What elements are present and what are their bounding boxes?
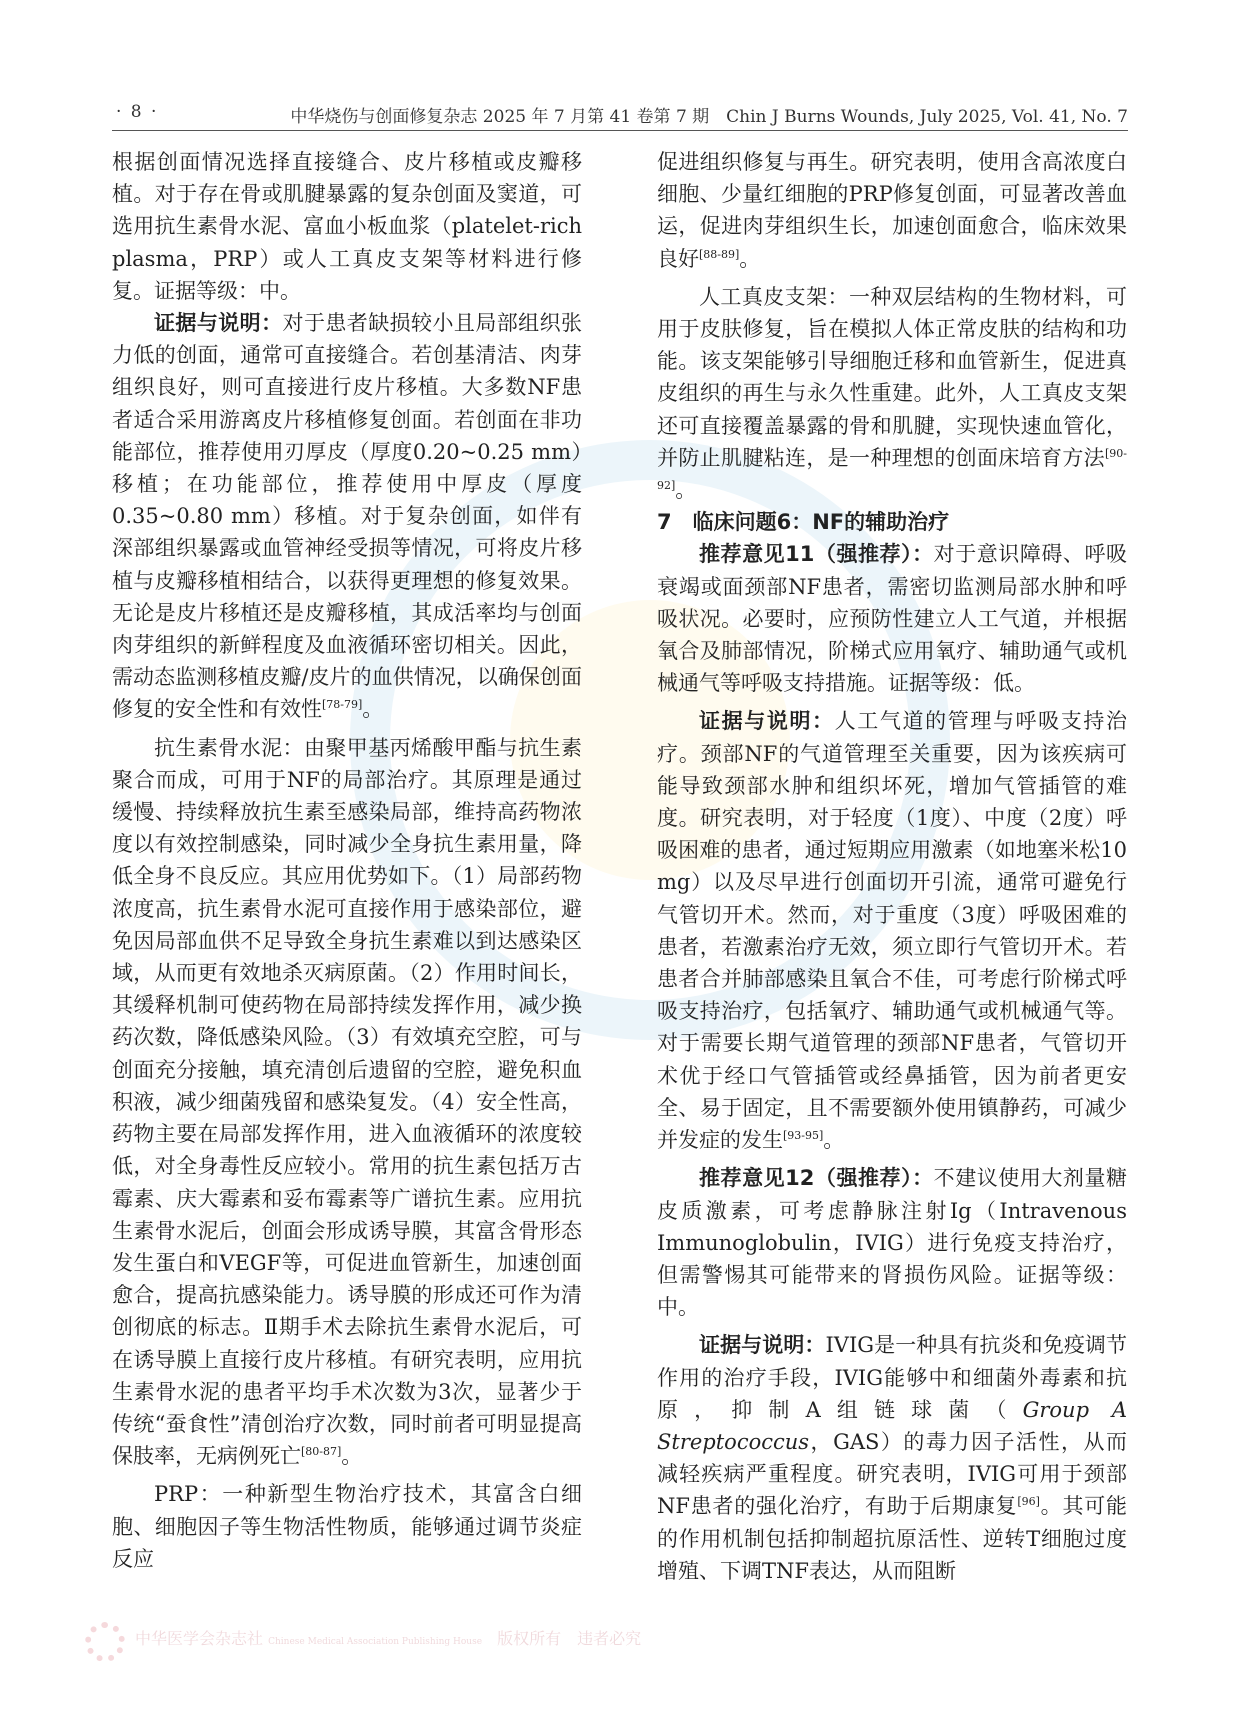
paragraph: 证据与说明：对于患者缺损较小且局部组织张力低的创面，通常可直接缝合。若创基清洁、肉芽组织良好，则可直接进行皮片移植。大多数NF患者适合采用游离皮片移植修复创面。若创面在非功能部位，推荐使用刃厚皮（厚度0.20~0.25 mm）移植；在功能部位，推荐使用中厚皮（厚度0.35~0.80 mm）移植。对于复杂创面，如伴有深部组织暴露或血管神经受损等情况，可将皮片移植与皮瓣移植相结合，以获得更理想的修复效果。无论是皮片移植还是皮瓣移植，其成活率均与创面肉芽组织的新鲜程度及血液循环密切相关。因此，需动态监测移植皮瓣/皮片的血供情况，以确保创面修复的安全性和有效性[78-79]。 <box>112 311 583 722</box>
paragraph: 证据与说明：人工气道的管理与呼吸支持治疗。颈部NF的气道管理至关重要，因为该疾病可能导致颈部水肿和组织坏死，增加气管插管的难度。研究表明，对于轻度（1度）、中度（2度）呼吸困难的患者，通过短期应用激素（如地塞米松10 mg）以及尽早进行创面切开引流，通常可避免行气管切开术。然而，对于重度（3度）呼吸困难的患者，若激素治疗无效，须立即行气管切开术。若患者合并肺部感染且氧合不佳，可考虑行阶梯式呼吸支持治疗，包括氧疗、辅助通气或机械通气等。对于需要长期气道管理的颈部NF患者，气管切开术优于经口气管插管或经鼻插管，因为前者更安全、易于固定，且不需要额外使用镇静药，可减少并发症的发生[93-95]。 <box>657 709 1128 1153</box>
right-column <box>657 146 1127 1587</box>
section-heading: 7 临床问题6：NF的辅助治疗 <box>657 510 950 535</box>
citation[interactable]: [80-87] <box>301 1445 342 1459</box>
journal-info: 中华烧伤与创面修复杂志 2025 年 7 月第 41 卷第 7 期 Chin J Burns Wounds, July 2025, Vol. 41, No. 7 <box>290 107 1128 127</box>
evidence-lead: 证据与说明： <box>699 709 835 734</box>
paragraph: 证据与说明：IVIG是一种具有抗炎和免疫调节作用的治疗手段，IVIG能够中和细菌外毒素和抗原，抑制A组链球菌（Group A Streptococcus，GAS）的毒力因子活性，从而减轻疾病严重程度。研究表明，IVIG可用于颈部NF患者的强化治疗，有助于后期康复[96]。其可能的作用机制包括抑制超抗原活性、逆转T细胞过度增殖、下调TNF表达，从而阻断 <box>657 1333 1128 1583</box>
citation[interactable]: [96] <box>1017 1495 1040 1509</box>
italic-term: Group A Streptococcus <box>657 1397 1128 1454</box>
flower-logo-icon <box>85 1622 125 1662</box>
paragraph: 促进组织修复与再生。研究表明，使用含高浓度白细胞、少量红细胞的PRP修复创面，可显著改善血运，促进肉芽组织生长，加速创面愈合，临床效果良好[88-89]。 <box>657 150 1127 271</box>
recommendation-lead: 推荐意见11（强推荐）： <box>699 542 934 567</box>
citation[interactable]: [93-95] <box>783 1129 824 1143</box>
page-number: · 8 · <box>116 102 159 122</box>
evidence-lead: 证据与说明： <box>699 1333 826 1358</box>
citation[interactable]: [88-89] <box>699 247 740 261</box>
citation[interactable]: [78-79] <box>322 698 363 712</box>
recommendation-lead: 推荐意见12（强推荐）： <box>699 1166 934 1191</box>
citation[interactable]: [90-92] <box>657 446 1127 493</box>
paragraph: PRP：一种新型生物治疗技术，其富含白细胞、细胞因子等生物活性物质，能够通过调节炎症反应 <box>112 1482 582 1571</box>
left-column <box>112 146 582 1575</box>
paragraph: 推荐意见12（强推荐）：不建议使用大剂量糖皮质激素，可考虑静脉注射Ig（Intravenous Immunoglobulin，IVIG）进行免疫支持治疗，但需警惕其可能带来的肾损伤风险。证据等级：中。 <box>657 1166 1127 1320</box>
evidence-lead: 证据与说明： <box>154 311 283 336</box>
page-header <box>112 100 1128 131</box>
paragraph: 根据创面情况选择直接缝合、皮片移植或皮瓣移植。对于存在骨或肌腱暴露的复杂创面及窦道，可选用抗生素骨水泥、富血小板血浆（platelet-rich plasma，PRP）或人工真皮支架等材料进行修复。证据等级：中。 <box>112 150 582 303</box>
paragraph: 人工真皮支架：一种双层结构的生物材料，可用于皮肤修复，旨在模拟人体正常皮肤的结构和功能。该支架能够引导细胞迁移和血管新生，促进真皮组织的再生与永久性重建。此外，人工真皮支架还可直接覆盖暴露的骨和肌腱，实现快速血管化，并防止肌腱粘连，是一种理想的创面床培育方法[90-92]。 <box>657 284 1127 503</box>
publisher-watermark <box>85 1622 642 1666</box>
publisher-name: 中华医学会杂志社 <box>135 1629 264 1648</box>
paragraph: 推荐意见11（强推荐）：对于意识障碍、呼吸衰竭或面颈部NF患者，需密切监测局部水肿和呼吸状况。必要时，应预防性建立人工气道，并根据氧合及肺部情况，阶梯式应用氧疗、辅助通气或机械通气等呼吸支持措施。证据等级：低。 <box>657 542 1127 696</box>
paragraph: 抗生素骨水泥：由聚甲基丙烯酸甲酯与抗生素聚合而成，可用于NF的局部治疗。其原理是通过缓慢、持续释放抗生素至感染局部，维持高药物浓度以有效控制感染，同时减少全身抗生素用量，降低全身不良反应。其应用优势如下。（1）局部药物浓度高，抗生素骨水泥可直接作用于感染部位，避免因局部血供不足导致全身抗生素难以到达感染区域，从而更有效地杀灭病原菌。（2）作用时间长，其缓释机制可使药物在局部持续发挥作用，减少换药次数，降低感染风险。（3）有效填充空腔，可与创面充分接触，填充清创后遗留的空腔，避免积血积液，减少细菌残留和感染复发。（4）安全性高，药物主要在局部发挥作用，进入血液循环的浓度较低，对全身毒性反应较小。常用的抗生素包括万古霉素、庆大霉素和妥布霉素等广谱抗生素。应用抗生素骨水泥后，创面会形成诱导膜，其富含骨形态发生蛋白和VEGF等，可促进血管新生，加速创面愈合，提高抗感染能力。诱导膜的形成还可作为清创彻底的标志。Ⅱ期手术去除抗生素骨水泥后，可在诱导膜上直接行皮片移植。有研究表明，应用抗生素骨水泥的患者平均手术次数为3次，显著少于传统“蚕食性”清创治疗次数，同时前者可明显提高保肢率，无病例死亡[80-87]。 <box>112 735 582 1469</box>
publisher-name-en: Chinese Medical Association Publishing House <box>268 1637 483 1647</box>
copyright-slogan: 版权所有 违者必究 <box>497 1629 642 1648</box>
